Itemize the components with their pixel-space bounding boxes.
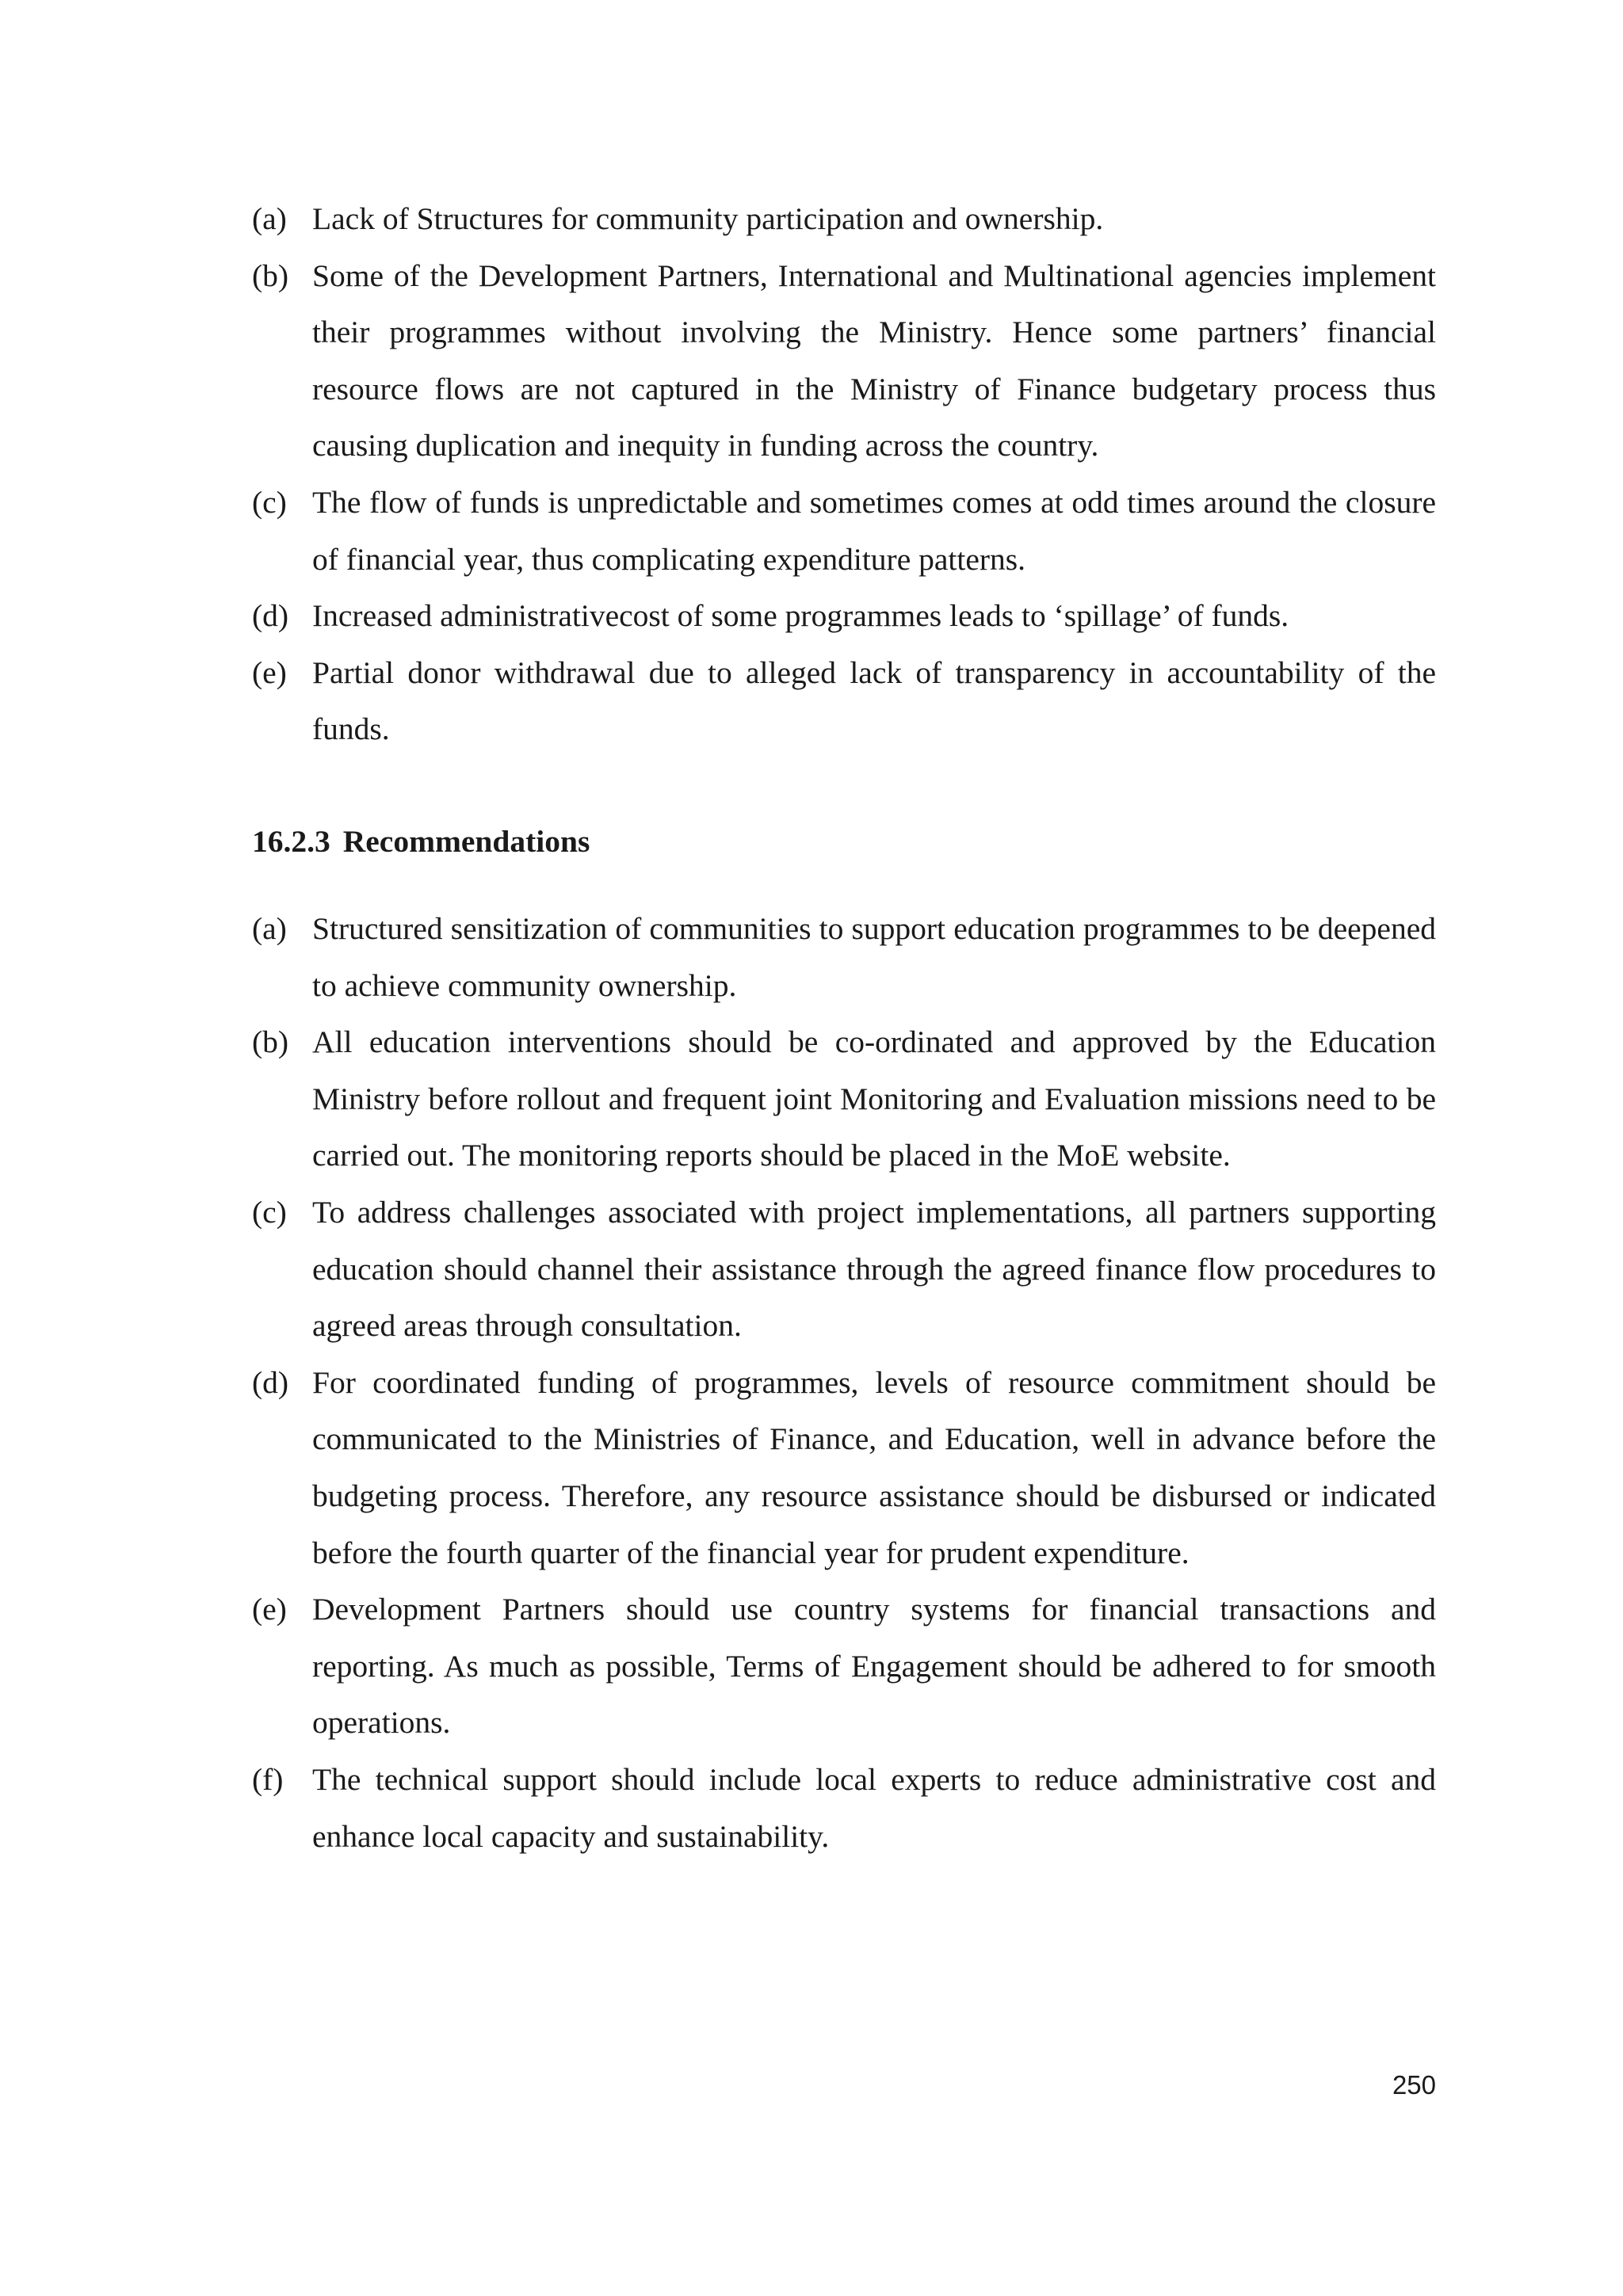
list-item-text: To address challenges associated with project implementations, all partners supporting education should channel their assistance through the agreed finance flow procedures to agreed areas through consultation. [312, 1194, 1436, 1344]
list-item-text: Some of the Development Partners, International and Multinational agencies implement their programmes without involving the Ministry. Hence some partners’ financial resource flows are not captured in the Ministry of Finance budgetary process thus causing duplication and inequity in funding across the country. [312, 257, 1436, 463]
list-item-marker: (b) [252, 257, 289, 293]
list-item-marker: (e) [252, 654, 287, 690]
list-item-text: Development Partners should use country systems for financial transactions and reporting. As much as possible, Terms of Engagement should be adhered to for smooth operations. [312, 1592, 1436, 1741]
list-item [252, 588, 1436, 645]
list-item-text: Lack of Structures for community participation and ownership. [312, 201, 1104, 236]
list-item-text: Structured sensitization of communities to support education programmes to be deepened to achieve community ownership. [312, 911, 1436, 1003]
list-item-text: The flow of funds is unpredictable and sometimes comes at odd times around the closure of financial year, thus complicating expenditure patterns. [312, 484, 1436, 577]
list-item-marker: (c) [252, 1194, 287, 1230]
list-item [252, 191, 1436, 248]
list-item-marker: (e) [252, 1592, 287, 1627]
list-item [252, 1752, 1436, 1865]
list-item [252, 901, 1436, 1014]
list-item [252, 1581, 1436, 1752]
list-item [252, 1355, 1436, 1581]
page-number: 250 [1392, 2070, 1436, 2100]
list-item-marker: (c) [252, 484, 287, 520]
list-item-text: The technical support should include local experts to reduce administrative cost and enhance local capacity and sustainability. [312, 1761, 1436, 1854]
list-item-marker: (d) [252, 1364, 289, 1400]
list-item-marker: (a) [252, 201, 287, 236]
recommendations-list [252, 901, 1436, 1865]
list-item-marker: (d) [252, 598, 289, 634]
list-item [252, 645, 1436, 758]
list-item [252, 475, 1436, 588]
list-item [252, 1014, 1436, 1184]
challenges-list [252, 191, 1436, 758]
list-item-marker: (b) [252, 1024, 289, 1060]
list-item-marker: (a) [252, 911, 287, 946]
list-item-text: Increased administrativecost of some programmes leads to ‘spillage’ of funds. [312, 598, 1289, 634]
list-item [252, 248, 1436, 475]
list-item [252, 1184, 1436, 1355]
section-number: 16.2.3 [252, 824, 330, 859]
section-heading [252, 814, 590, 871]
list-item-marker: (f) [252, 1761, 284, 1797]
section-title: Recommendations [342, 824, 590, 859]
list-item-text: For coordinated funding of programmes, levels of resource commitment should be communicated to the Ministries of Finance, and Education, well in advance before the budgeting process. Therefore, any resource assistance should be disbursed or indicated before the fourth quarter of the financial year for prudent expenditure. [312, 1364, 1436, 1570]
list-item-text: Partial donor withdrawal due to alleged lack of transparency in accountability of the funds. [312, 654, 1436, 747]
list-item-text: All education interventions should be co-ordinated and approved by the Education Ministry before rollout and frequent joint Monitoring and Evaluation missions need to be carried out. The monitoring reports should be placed in the MoE website. [312, 1024, 1436, 1173]
